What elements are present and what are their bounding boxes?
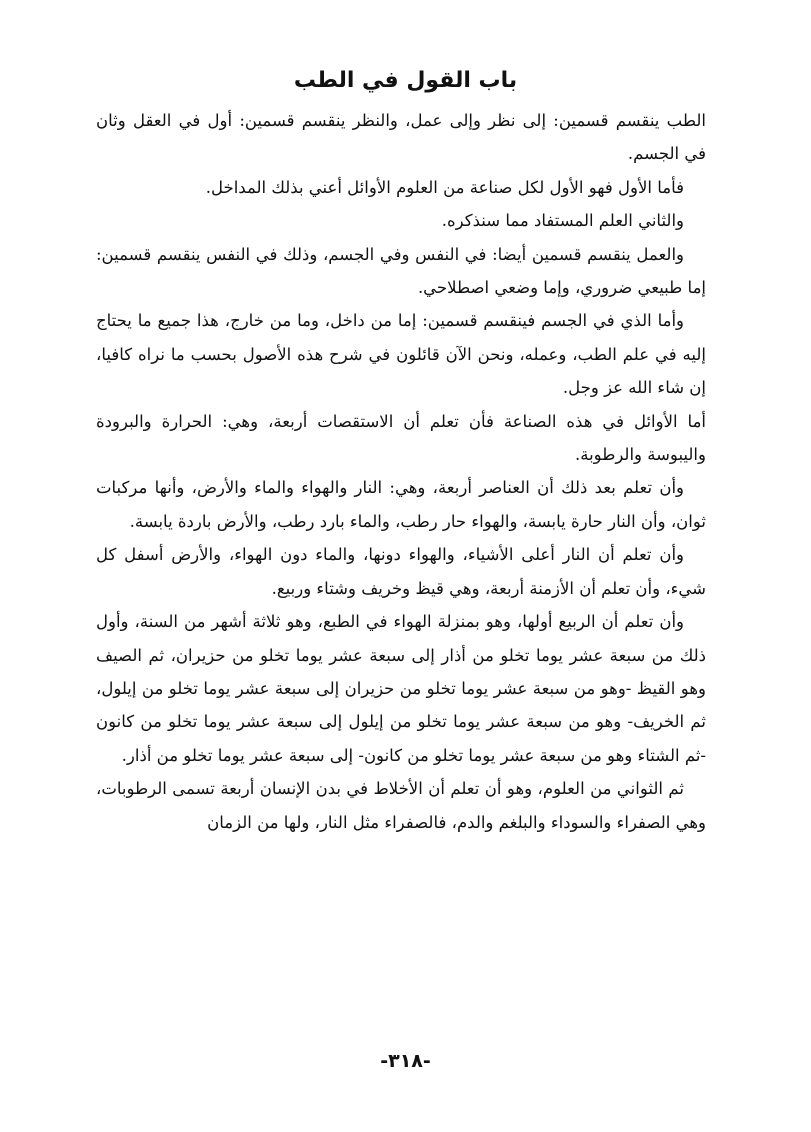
- page-number: -٣١٨-: [380, 1050, 431, 1072]
- paragraph-8: وأن تعلم أن النار أعلى الأشياء، والهواء دونها، والماء دون الهواء، والأرض أسفل كل شيء، وأن تعلم أن الأزمنة أربعة، وهي قيظ وخريف وشتاء وربيع.: [96, 545, 706, 598]
- paragraph-5: وأما الذي في الجسم فينقسم قسمين: إما من داخل، وما من خارج، هذا جميع ما يحتاج إليه في علم الطب، وعمله، ونحن الآن قائلون في شرح هذه الأصول بحسب ما نراه كافيا، إن شاء الله عز وجل.: [96, 311, 706, 398]
- paragraph-3: والثاني العلم المستفاد مما سنذكره.: [441, 211, 684, 231]
- page-title: باب القول في الطب: [293, 68, 518, 93]
- paragraph-2: فأما الأول فهو الأول لكل صناعة من العلوم الأوائل أعني بذلك المداخل.: [205, 177, 684, 197]
- paragraph-4: والعمل ينقسم قسمين أيضا: في النفس وفي الجسم، وذلك في النفس ينقسم قسمين: إما طبيعي ضروري، وإما وضعي اصطلاحي.: [96, 244, 706, 298]
- paragraph-9: وأن تعلم أن الربيع أولها، وهو بمنزلة الهواء في الطبع، وهو ثلاثة أشهر من السنة، وأول ذلك من سبعة عشر يوما تخلو من أذار إلى سبعة عشر يوما تخلو من حزيران، ثم الصيف وهو القيظ -وهو من سبعة عشر يوما تخلو من حزيران إلى سبعة عشر يوما تخلو من إيلول، ثم الخريف- وهو من سبعة عشر يوما تخلو من إيلول إلى سبعة عشر يوما تخلو من كانون -ثم الشتاء وهو من سبعة عشر يوما تخلو من كانون- إلى سبعة عشر يوما تخلو من أذار.: [96, 612, 706, 765]
- paragraph-7: وأن تعلم بعد ذلك أن العناصر أربعة، وهي: النار والهواء والماء والأرض، وأنها مركبات ثوان، وأن النار حارة يابسة، والهواء حار رطب، والماء بارد رطب، والأرض باردة يابسة.: [96, 478, 706, 531]
- body-text: [96, 104, 706, 839]
- paragraph-1: الطب ينقسم قسمين: إلى نظر وإلى عمل، والنظر ينقسم قسمين: أول في العقل وثان في الجسم.: [96, 111, 706, 164]
- paragraph-6: أما الأوائل في هذه الصناعة فأن تعلم أن الاستقصات أربعة، وهي: الحرارة والبرودة واليبوسة والرطوبة.: [96, 411, 706, 465]
- paragraph-10: ثم الثواني من العلوم، وهو أن تعلم أن الأخلاط في بدن الإنسان أربعة تسمى الرطوبات، وهي الصفراء والسوداء والبلغم والدم، فالصفراء مثل النار، ولها من الزمان: [96, 779, 706, 832]
